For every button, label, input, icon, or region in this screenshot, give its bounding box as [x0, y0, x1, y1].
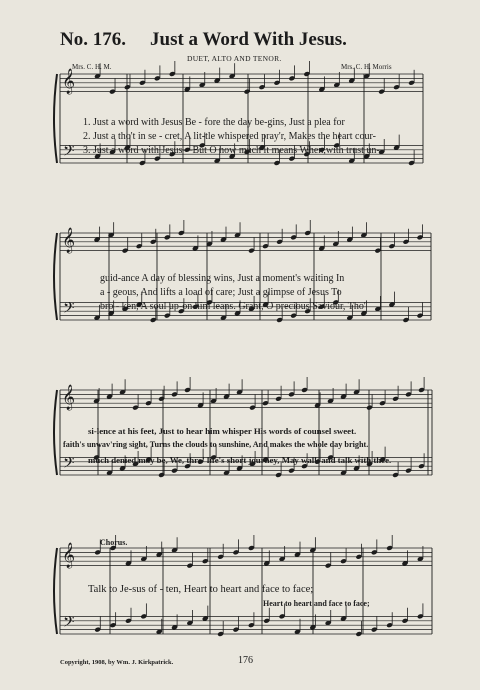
system1-verse3: 3. Just a word with Jesus—But O how much it means When,with trust un- [83, 145, 380, 156]
system1-verse2: 2. Just a tho't in se - cret, A lit-tle whispered pray'r, Makes the heart cour- [83, 131, 376, 142]
system1-treble-clef: 𝄞 [62, 69, 76, 94]
system3-verse3: much denied may be, We, thro' life's short journey, May walk and talk with thee. [88, 455, 392, 465]
chorus-lyric: Talk to Je-sus of - ten, Heart to heart and face to face; [88, 584, 314, 595]
hymn-subtitle: DUET, ALTO AND TENOR. [187, 54, 282, 63]
system2-verse3: bro - ken, A soul up-on him leans. Grant, O precious Saviour, Tho' [100, 301, 366, 312]
system3-brace [54, 390, 57, 475]
system4-bass-clef: 𝄢 [63, 613, 75, 635]
chorus-alt-lyric: Heart to heart and face to face; [263, 599, 370, 608]
system1-bass-clef: 𝄢 [63, 142, 75, 164]
page-number: 176 [238, 655, 253, 666]
system3-bass-clef: 𝄢 [63, 454, 75, 476]
system4-brace [54, 548, 57, 634]
music-credit: Mrs. C. H. Morris [341, 63, 392, 71]
system1-verse1: 1. Just a word with Jesus Be - fore the day be-gins, Just a plea for [83, 117, 345, 128]
system2-verse1: guid-ance A day of blessing wins, Just a moment's waiting In [100, 273, 345, 284]
system1-brace [54, 74, 57, 163]
words-credit: Mrs. C. H. M. [72, 63, 112, 71]
system4-treble-clef: 𝄞 [62, 543, 76, 568]
system2-treble-clef: 𝄞 [62, 228, 76, 253]
chorus-label: Chorus. [100, 538, 128, 547]
hymn-title: Just a Word With Jesus. [150, 29, 347, 50]
system3-verse1: si-lence at his feet, Just to hear him whisper His words of counsel sweet. [88, 426, 357, 436]
system3-verse2: faith's unwav'ring sight, Turns the clouds to sunshine, And makes the whole day bright. [63, 440, 369, 449]
hymn-number: No. 176. [60, 29, 126, 50]
system2-bass-clef: 𝄢 [63, 299, 75, 321]
system2-verse2: a - geous, And lifts a load of care; Just a glimpse of Jesus To [100, 287, 342, 298]
system2-brace [54, 233, 57, 320]
copyright-notice: Copyright, 1908, by Wm. J. Kirkpatrick. [60, 659, 174, 666]
system3-treble-clef: 𝄞 [62, 385, 76, 410]
